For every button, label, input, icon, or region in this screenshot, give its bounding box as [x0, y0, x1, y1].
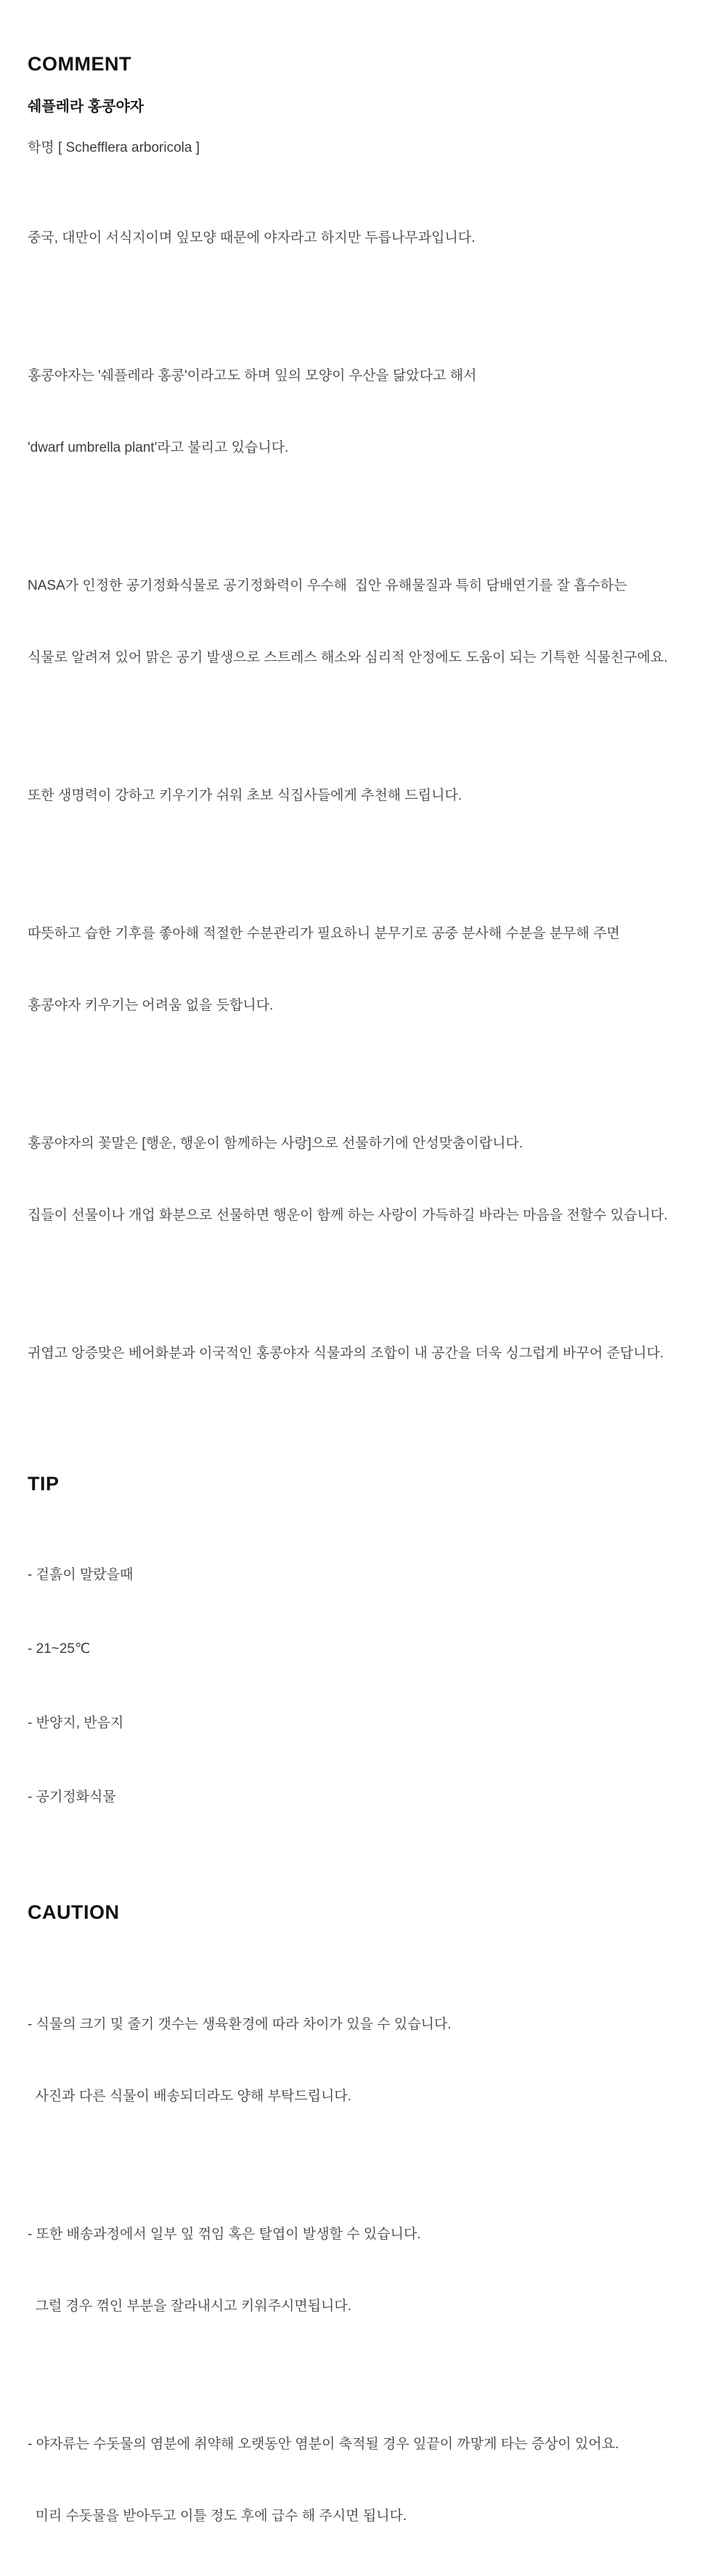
caution-item: [28, 2174, 697, 2366]
comment-paragraph: [28, 526, 697, 718]
tip-item: - 공기정화식물: [28, 1789, 116, 1805]
tip-list: [28, 1513, 697, 1859]
comment-paragraph: [28, 874, 697, 1065]
caution-line: - 식물의 크기 및 줄기 갯수는 생육환경에 따라 차이가 있을 수 있습니다.: [28, 2017, 452, 2032]
tip-heading: TIP: [28, 1473, 60, 1495]
paragraph-line: NASA가 인정한 공기정화식물로 공기정화력이 우수해 집안 유해물질과 특히 담배연기를 잘 흡수하는: [28, 578, 627, 593]
paragraph-line: 홍콩야자의 꽃말은 [행운, 행운이 함께하는 사랑]으로 선물하기에 안성맞춤이랍니다.: [28, 1136, 523, 1151]
plant-name: 쉐플레라 홍콩야자: [28, 99, 144, 115]
caution-item: [28, 2384, 697, 2576]
caution-line: 사진과 다른 식물이 배송되더라도 양해 부탁드립니다.: [28, 2089, 352, 2104]
comment-heading: COMMENT: [28, 53, 131, 75]
paragraph-line: 식물로 알려져 있어 맑은 공기 발생으로 스트레스 해소와 심리적 안정에도 도움이 되는 기특한 식물친구에요.: [28, 650, 668, 665]
paragraph-line: 중국, 대만이 서식지이며 잎모양 때문에 야자라고 하지만 두릅나무과입니다.: [28, 230, 476, 245]
paragraph-line: 홍콩야자 키우기는 어려움 없을 듯합니다.: [28, 998, 274, 1013]
caution-line: - 또한 배송과정에서 일부 잎 꺾임 혹은 탈엽이 발생할 수 있습니다.: [28, 2227, 421, 2242]
comment-paragraph: [28, 736, 697, 856]
caution-line: - 야자류는 수돗물의 염분에 취약해 오랫동안 염분이 축적될 경우 잎끝이 까맣게 타는 증상이 있어요.: [28, 2437, 619, 2452]
caution-item: [28, 1964, 697, 2156]
comment-paragraph: [28, 316, 697, 508]
paragraph-line: 또한 생명력이 강하고 키우기가 쉬워 초보 식집사들에게 추천해 드립니다.: [28, 788, 462, 803]
caution-line: 미리 수돗물을 받아두고 이틀 정도 후에 급수 해 주시면 됩니다.: [28, 2508, 407, 2524]
tip-section: [28, 1472, 697, 1859]
caution-heading: CAUTION: [28, 1901, 120, 1923]
paragraph-line: 따뜻하고 습한 기후를 좋아해 적절한 수분관리가 필요하니 분무기로 공중 분사해 수분을 분무해 주면: [28, 926, 620, 941]
paragraph-line: 귀엽고 앙증맞은 베어화분과 이국적인 홍콩야자 식물과의 조합이 내 공간을 더욱 싱그럽게 바꾸어 준답니다.: [28, 1346, 664, 1361]
paragraph-line: 집들이 선물이나 개업 화분으로 선물하면 행운이 함께 하는 사랑이 가득하길 바라는 마음을 전할수 있습니다.: [28, 1208, 668, 1223]
caution-section: [28, 1901, 697, 2576]
tip-item: - 21~25℃: [28, 1641, 91, 1657]
comment-paragraph: [28, 178, 697, 298]
paragraph-line: 'dwarf umbrella plant'라고 불리고 있습니다.: [28, 440, 289, 455]
tip-item: - 반양지, 반음지: [28, 1715, 124, 1731]
tip-item: - 겉흙이 말랐을때: [28, 1567, 134, 1582]
paragraph-line: 홍콩야자는 '쉐플레라 홍콩'이라고도 하며 잎의 모양이 우산을 닮았다고 해서: [28, 368, 477, 383]
scientific-name: 학명 [ Schefflera arboricola ]: [28, 140, 200, 155]
caution-line: 그럴 경우 꺾인 부분을 잘라내시고 키워주시면됩니다.: [28, 2299, 352, 2314]
comment-section: [28, 52, 697, 1413]
comment-paragraph: [28, 1293, 697, 1413]
comment-paragraph: [28, 1084, 697, 1275]
